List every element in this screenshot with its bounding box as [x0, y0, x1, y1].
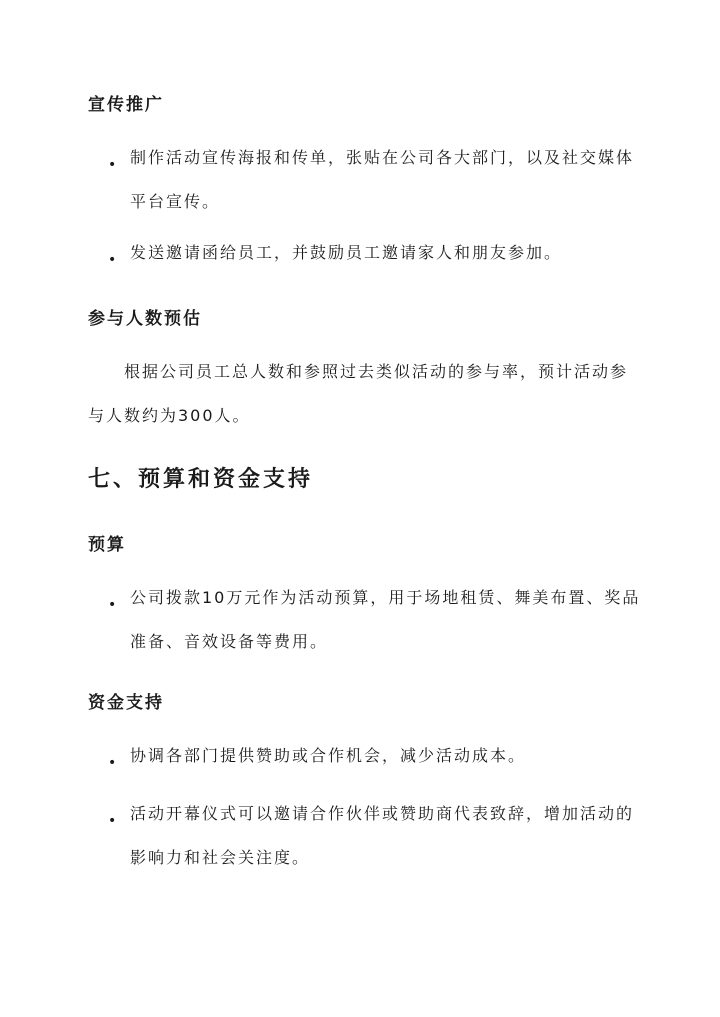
list-item [108, 590, 648, 664]
list-item-text: 发送邀请函给员工，并鼓励员工邀请家人和朋友参加。 [130, 243, 563, 262]
list-item [108, 748, 648, 778]
heading-budget: 预算 [88, 535, 126, 555]
list-item [108, 150, 648, 224]
estimate-paragraph: 根据公司员工总人数和参照过去类似活动的参与率，预计活动参与人数约为300人。 [88, 362, 629, 425]
heading-promotion: 宣传推广 [88, 95, 164, 115]
heading-participant-estimate: 参与人数预估 [88, 309, 202, 329]
bullet-icon: • [108, 597, 117, 613]
heading-funding-support: 资金支持 [88, 693, 164, 713]
list-item-text: 公司拨款10万元作为活动预算，用于场地租赁、舞美布置、奖品准备、音效设备等费用。 [130, 588, 641, 651]
heading-section-7: 七、预算和资金支持 [88, 467, 314, 492]
list-item-text: 制作活动宣传海报和传单，张贴在公司各大部门，以及社交媒体平台宣传。 [130, 148, 635, 211]
bullet-icon: • [108, 157, 117, 173]
bullet-icon: • [108, 813, 117, 829]
list-item [108, 806, 648, 880]
list-item [108, 245, 648, 275]
bullet-icon: • [108, 755, 117, 771]
bullet-icon: • [108, 252, 117, 268]
list-item-text: 活动开幕仪式可以邀请合作伙伴或赞助商代表致辞，增加活动的影响力和社会关注度。 [130, 804, 635, 867]
list-item-text: 协调各部门提供赞助或合作机会，减少活动成本。 [130, 746, 527, 765]
